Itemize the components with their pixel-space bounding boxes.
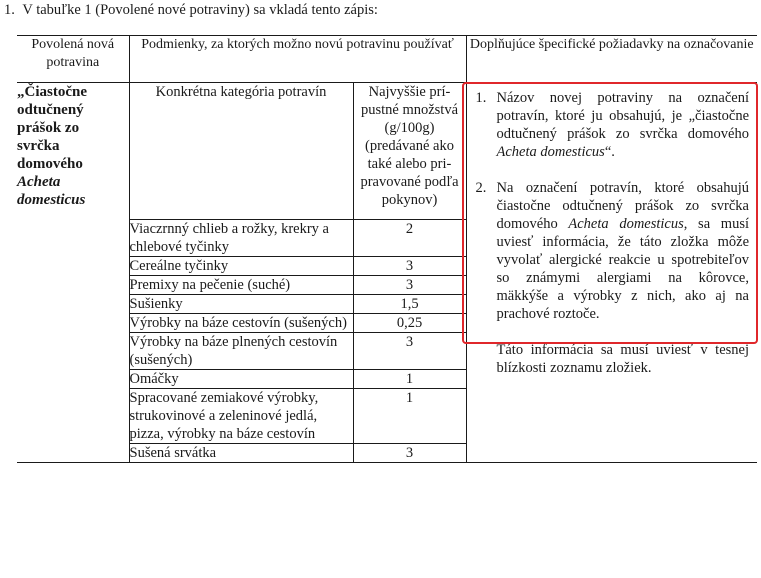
value-cell: 1,5: [353, 295, 466, 314]
category-cell: Sušená srvátka: [129, 444, 353, 463]
header-conditions: Podmienky, za ktorých možno novú potravinu používať: [129, 36, 466, 83]
food-name-line: svrčka: [17, 138, 60, 154]
food-name-line: domesticus: [17, 192, 86, 208]
category-cell: Viaczrnný chlieb a rožky, krekry a chlebové tyčinky: [129, 220, 353, 257]
requirement-note: Táto informácia sa musí uviesť v tesnej blízkosti zoznamu zložiek.: [496, 342, 749, 376]
species-name: Acheta domesticus: [568, 216, 684, 232]
header-labelling: Doplňujúce špecifické požiadavky na označovanie: [466, 36, 757, 83]
header-food: Povolená nová potravina: [17, 36, 129, 83]
highlight-box: [462, 82, 758, 344]
value-cell: 3: [353, 444, 466, 463]
food-name-line: prášok zo: [17, 120, 80, 136]
value-cell: 2: [353, 220, 466, 257]
intro-line: [4, 1, 378, 19]
food-name-line: odtučnený: [17, 102, 84, 118]
requirement-text: , sa musí uviesť informácia, že táto zložka môže vyvolať alergické reakcie u spotrebiteľov so známymi alergiami na kôrovce, mäkkýše a výrobky z nich, ako aj na prachové roztoče.: [496, 216, 750, 322]
value-cell: 0,25: [353, 314, 466, 333]
requirement-text: Názov novej potraviny na označení potravín, ktoré ju obsahujú, je „čiastočne odtučnený prášok zo svrčka domového: [496, 90, 749, 142]
value-cell: 3: [353, 257, 466, 276]
species-name: Acheta domesticus: [496, 144, 605, 160]
requirement-number: 2.: [475, 180, 487, 196]
value-cell: 3: [353, 333, 466, 370]
food-name-line: „Čiastočne: [17, 84, 87, 100]
value-cell: 1: [353, 370, 466, 389]
category-cell: Sušienky: [129, 295, 353, 314]
category-header: Konkrétna kategória potravín: [129, 83, 353, 220]
category-cell: Spracované zemiakové výrobky, strukovinové a zeleninové jedlá, pizza, výrobky na báze cestovín: [129, 389, 353, 444]
requirement-number: 1.: [475, 90, 487, 106]
table-header-row: [17, 36, 757, 83]
category-cell: Výrobky na báze plnených cestovín (sušených): [129, 333, 353, 370]
intro-number: 1.: [4, 2, 15, 18]
category-cell: Výrobky na báze cestovín (sušených): [129, 314, 353, 333]
category-cell: Cereálne tyčinky: [129, 257, 353, 276]
food-name-line: domového: [17, 156, 83, 172]
category-cell: Premixy na pečenie (suché): [129, 276, 353, 295]
category-cell: Omáčky: [129, 370, 353, 389]
food-name-cell: [17, 83, 129, 463]
value-cell: 1: [353, 389, 466, 444]
requirement-text: “.: [604, 144, 615, 160]
intro-text: V tabuľke 1 (Povolené nové potraviny) sa vkladá tento zápis:: [22, 2, 378, 18]
max-amount-header: Najvyššie prí- pustné množstvá (g/100g) (predávané ako také alebo pri- pravované podľa pokynov): [353, 83, 466, 220]
requirement-text: Na označení potravín, ktoré obsahujú čiastočne odtučnený prášok zo svrčka domového: [496, 180, 749, 232]
food-name-line: Acheta: [17, 174, 61, 190]
value-cell: 3: [353, 276, 466, 295]
